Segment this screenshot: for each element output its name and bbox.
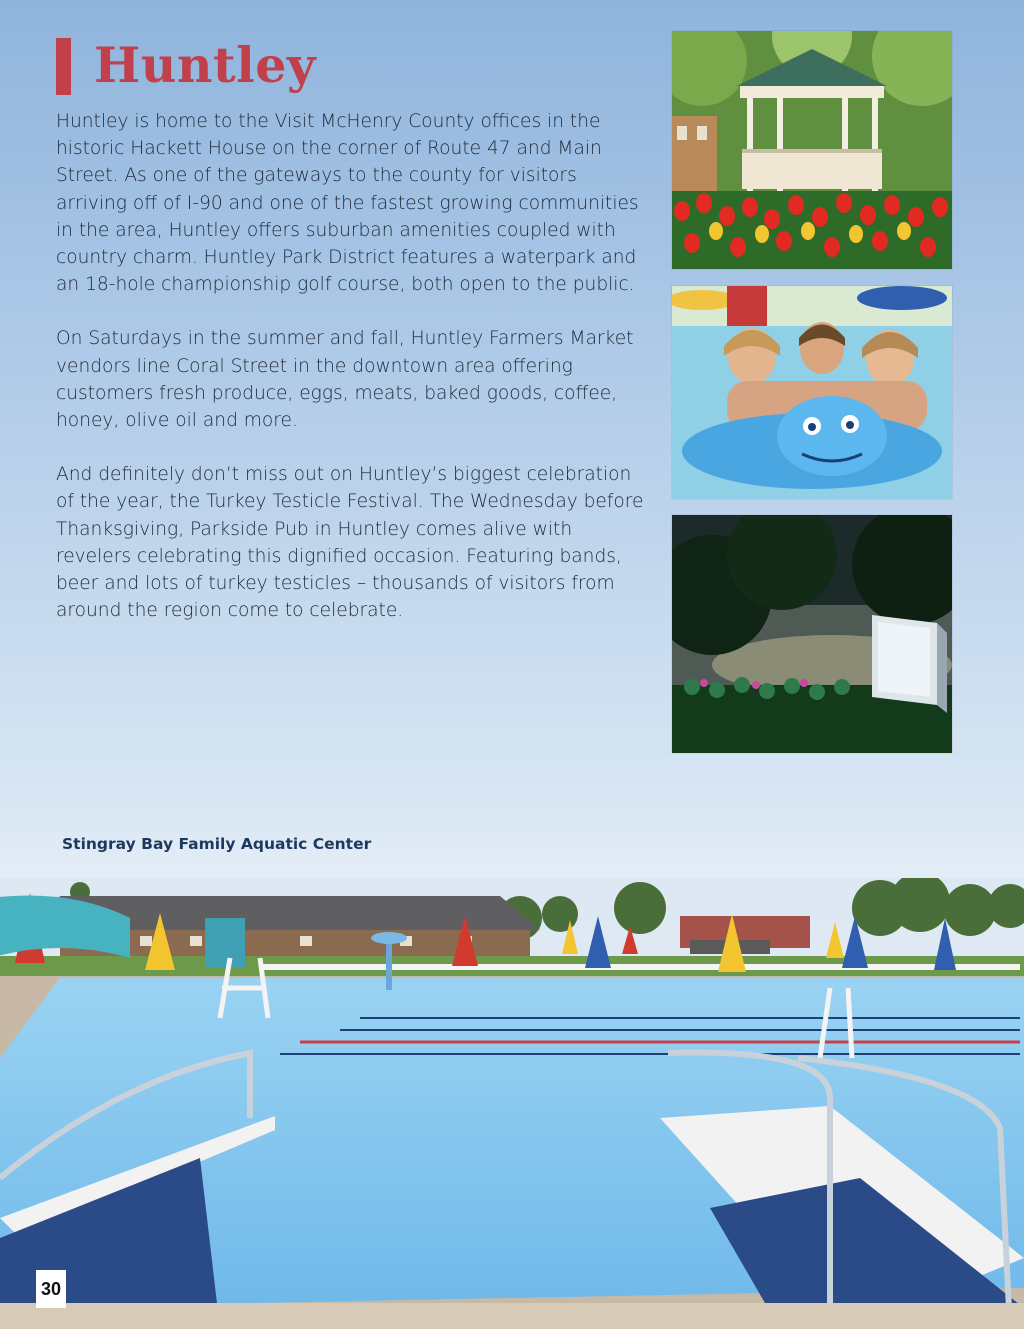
paragraph-hackett-house: Huntley is home to the Visit McHenry County offices in the historic Hackett House on the corner of Route 47 and Main Street. As one of the gateways to the county for visitors arriving off of I-90 and one of the fastest growing communities in the area, Huntley offers suburban amenities coupled with country charm. Huntley Park District features a waterpark and an 18-hole championship golf course, both open to the public.	[56, 111, 639, 296]
page-number: 30	[36, 1270, 66, 1308]
pool-photo-caption: Stingray Bay Family Aquatic Center	[62, 835, 372, 853]
body-text	[56, 108, 646, 651]
page-title: Huntley	[94, 36, 316, 94]
waterpark-kids-photo	[672, 286, 952, 499]
paragraph-turkey-festival: And definitely don’t miss out on Huntley’s biggest celebration of the year, the Turkey Testicle Festival. The Wednesday before Thanksgiving, Parkside Pub in Huntley comes alive with revelers celebrating this dignified occasion. Featuring bands, beer and lots of turkey testicles – thousands of visitors from around the region come to celebrate.	[56, 464, 644, 622]
aquatic-center-photo	[0, 878, 1024, 1329]
gazebo-tulips-photo	[672, 31, 952, 269]
movie-night-photo	[672, 515, 952, 753]
title-accent-bar	[56, 38, 71, 95]
paragraph-farmers-market: On Saturdays in the summer and fall, Huntley Farmers Market vendors line Coral Street in the downtown area offering customers fresh produce, eggs, meats, baked goods, coffee, honey, olive oil and more.	[56, 328, 634, 432]
